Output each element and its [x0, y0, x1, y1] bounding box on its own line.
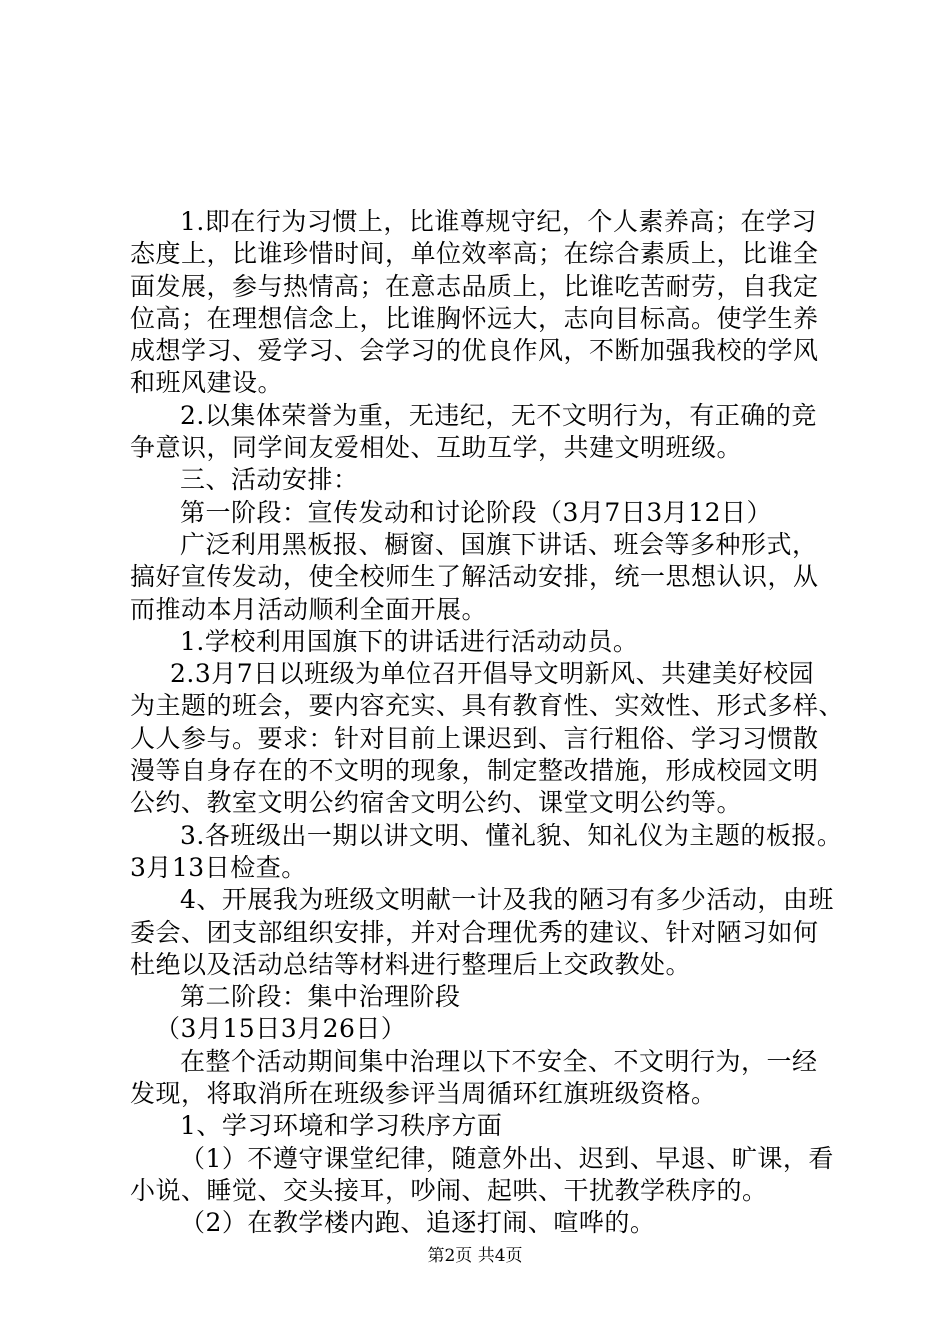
- text-line: 发现，将取消所在班级参评当周循环红旗班级资格。: [130, 1079, 717, 1109]
- text-line: 成想学习、爱学习、会学习的优良作风，不断加强我校的学风: [130, 336, 819, 366]
- text-line: 小说、睡觉、交头接耳，吵闹、起哄、干扰教学秩序的。: [130, 1175, 768, 1205]
- text-line: 公约、教室文明公约宿舍文明公约、课堂文明公约等。: [130, 788, 743, 818]
- text-line: 在整个活动期间集中治理以下不安全、不文明行为，一经: [180, 1046, 818, 1076]
- text-line: 第二阶段：集中治理阶段: [180, 982, 461, 1012]
- text-line: 第一阶段：宣传发动和讨论阶段（3月7日3月12日）: [180, 497, 773, 527]
- text-line: 2.3月7日以班级为单位召开倡导文明新风、共建美好校园: [170, 659, 815, 689]
- text-line: 而推动本月活动顺利全面开展。: [130, 594, 488, 624]
- text-line: 广泛利用黑板报、橱窗、国旗下讲话、班会等多种形式，: [180, 529, 818, 559]
- text-line: （3月15日3月26日）: [155, 1014, 407, 1044]
- text-line: 和班风建设。: [130, 368, 284, 398]
- text-line: 搞好宣传发动，使全校师生了解活动安排，统一思想认识，从: [130, 562, 819, 592]
- text-line: 漫等自身存在的不文明的现象，制定整改措施，形成校园文明: [130, 756, 819, 786]
- text-line: 为主题的班会，要内容充实、具有教育性、实效性、形式多样、: [130, 691, 845, 721]
- text-line: 3.各班级出一期以讲文明、懂礼貌、知礼仪为主题的板报。: [180, 820, 843, 850]
- text-line: 2.以集体荣誉为重，无违纪，无不文明行为，有正确的竞: [180, 400, 817, 430]
- text-line: 人人参与。要求：针对目前上课迟到、言行粗俗、学习习惯散: [130, 723, 819, 753]
- text-line: 4、开展我为班级文明献一计及我的陋习有多少活动，由班: [180, 885, 834, 915]
- text-line: （1）不遵守课堂纪律，随意外出、迟到、早退、旷课，看: [180, 1143, 834, 1173]
- page-footer: 第2页 共4页: [427, 1246, 523, 1266]
- text-line: 1、学习环境和学习秩序方面: [180, 1111, 503, 1141]
- text-line: 位高；在理想信念上，比谁胸怀远大，志向目标高。使学生养: [130, 303, 819, 333]
- text-line: 态度上，比谁珍惜时间，单位效率高；在综合素质上，比谁全: [130, 239, 819, 269]
- text-line: 三、活动安排：: [180, 465, 359, 495]
- text-line: 杜绝以及活动总结等材料进行整理后上交政教处。: [130, 949, 692, 979]
- text-line: （2）在教学楼内跑、追逐打闹、喧哗的。: [180, 1208, 656, 1238]
- text-line: 3月13日检查。: [130, 852, 307, 882]
- text-line: 委会、团支部组织安排，并对合理优秀的建议、针对陋习如何: [130, 917, 819, 947]
- text-line: 面发展，参与热情高；在意志品质上，比谁吃苦耐劳，自我定: [130, 271, 819, 301]
- document-body: [130, 206, 845, 1240]
- text-line: 1.即在行为习惯上，比谁尊规守纪，个人素养高；在学习: [180, 207, 817, 236]
- text-line: 争意识，同学间友爱相处、互助互学，共建文明班级。: [130, 433, 743, 463]
- text-line: 1.学校利用国旗下的讲话进行活动动员。: [180, 626, 639, 656]
